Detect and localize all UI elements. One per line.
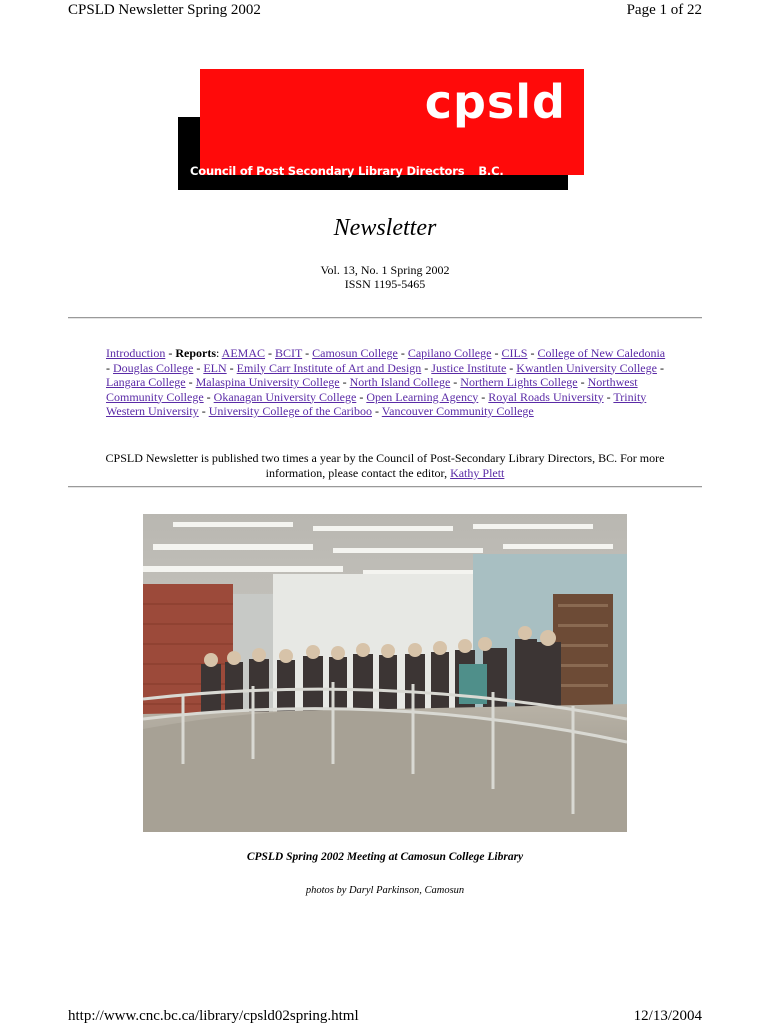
nav-separator: -: [106, 360, 113, 375]
logo-region: B.C.: [478, 164, 504, 178]
nav-link-report[interactable]: Royal Roads University: [488, 389, 604, 404]
logo-tagline-text: Council of Post Secondary Library Directors: [190, 164, 465, 178]
nav-link-introduction[interactable]: Introduction: [106, 346, 166, 360]
meeting-photo-illustration: [143, 514, 627, 832]
nav-link-report[interactable]: Northern Lights College: [460, 375, 578, 389]
nav-link-report[interactable]: Justice Institute: [431, 360, 507, 375]
nav-separator: -: [656, 360, 664, 375]
nav-link-report[interactable]: Emily Carr Institute of Art and Design: [236, 360, 422, 375]
publication-notice: [80, 451, 690, 481]
meeting-photo: [143, 514, 627, 832]
nav-separator: -: [527, 346, 538, 360]
nav-link-report[interactable]: University College of the Cariboo: [208, 404, 372, 418]
nav-link-report[interactable]: Langara College: [106, 375, 186, 389]
nav-link-report[interactable]: College of New Caledonia: [537, 346, 666, 360]
nav-link-report[interactable]: Vancouver Community College: [381, 404, 534, 418]
photo-caption: CPSLD Spring 2002 Meeting at Camosun College Library: [246, 851, 524, 863]
nav-link-report[interactable]: AEMAC: [221, 346, 266, 360]
logo-red-block: [200, 69, 584, 175]
nav-link-report[interactable]: Northwest Community College: [106, 375, 638, 404]
nav-link-report[interactable]: Camosun College: [312, 346, 398, 360]
nav-separator: -: [265, 346, 276, 360]
nav-separator: -: [421, 360, 432, 375]
nav-separator: -: [198, 404, 209, 418]
print-date: 12/13/2004: [633, 1008, 702, 1024]
newsletter-title: Newsletter: [333, 215, 437, 241]
nav-separator: -: [302, 346, 313, 360]
issue-info: [0, 263, 770, 291]
nav-separator: -: [339, 375, 350, 389]
nav-separator: -: [491, 346, 502, 360]
nav-link-report[interactable]: Open Learning Agency: [366, 389, 479, 404]
nav-separator: -: [226, 360, 237, 375]
nav-separator: -: [397, 346, 408, 360]
contents-nav: [106, 346, 666, 419]
logo-tagline: [190, 164, 504, 178]
nav-separator: -: [577, 375, 588, 389]
divider: [68, 317, 702, 319]
reports-label: Reports: [175, 346, 216, 360]
nav-link-report[interactable]: Kwantlen University College: [516, 360, 657, 375]
nav-link-report[interactable]: CILS: [501, 346, 528, 360]
page-url: http://www.cnc.bc.ca/library/cpsld02spring.html: [68, 1008, 359, 1024]
nav-link-report[interactable]: Trinity Western University: [106, 389, 647, 418]
editor-link[interactable]: Kathy Plett: [450, 466, 505, 480]
nav-link-report[interactable]: Malaspina University College: [195, 375, 340, 389]
nav-link-report[interactable]: Okanagan University College: [213, 389, 357, 404]
nav-link-report[interactable]: North Island College: [349, 375, 451, 389]
nav-separator: -: [203, 389, 214, 404]
logo-wordmark: cpsld: [424, 75, 566, 129]
divider: [68, 486, 702, 488]
nav-separator: -: [356, 389, 367, 404]
nav-link-report[interactable]: Douglas College: [113, 360, 194, 375]
nav-link-report[interactable]: BCIT: [275, 346, 303, 360]
nav-separator: -: [372, 404, 382, 418]
page-header-title: CPSLD Newsletter Spring 2002: [68, 2, 261, 18]
nav-separator: -: [506, 360, 517, 375]
nav-separator: -: [603, 389, 614, 404]
nav-separator: -: [450, 375, 461, 389]
page-number: Page 1 of 22: [626, 2, 702, 18]
volume-line: Vol. 13, No. 1 Spring 2002: [320, 263, 450, 277]
nav-separator: -: [193, 360, 204, 375]
issn-line: ISSN 1195-5465: [344, 277, 426, 291]
cpsld-logo: [178, 69, 584, 192]
photo-credit: photos by Daryl Parkinson, Camosun: [305, 885, 465, 896]
nav-link-report[interactable]: ELN: [203, 360, 227, 375]
nav-separator: -: [478, 389, 489, 404]
nav-separator: -: [165, 346, 176, 360]
nav-separator: -: [185, 375, 196, 389]
reports-colon: :: [216, 346, 222, 360]
publication-text: CPSLD Newsletter is published two times a year by the Council of Post-Secondary Library Directors, BC. For more information, please contact the editor,: [105, 451, 665, 480]
nav-link-report[interactable]: Capilano College: [407, 346, 492, 360]
